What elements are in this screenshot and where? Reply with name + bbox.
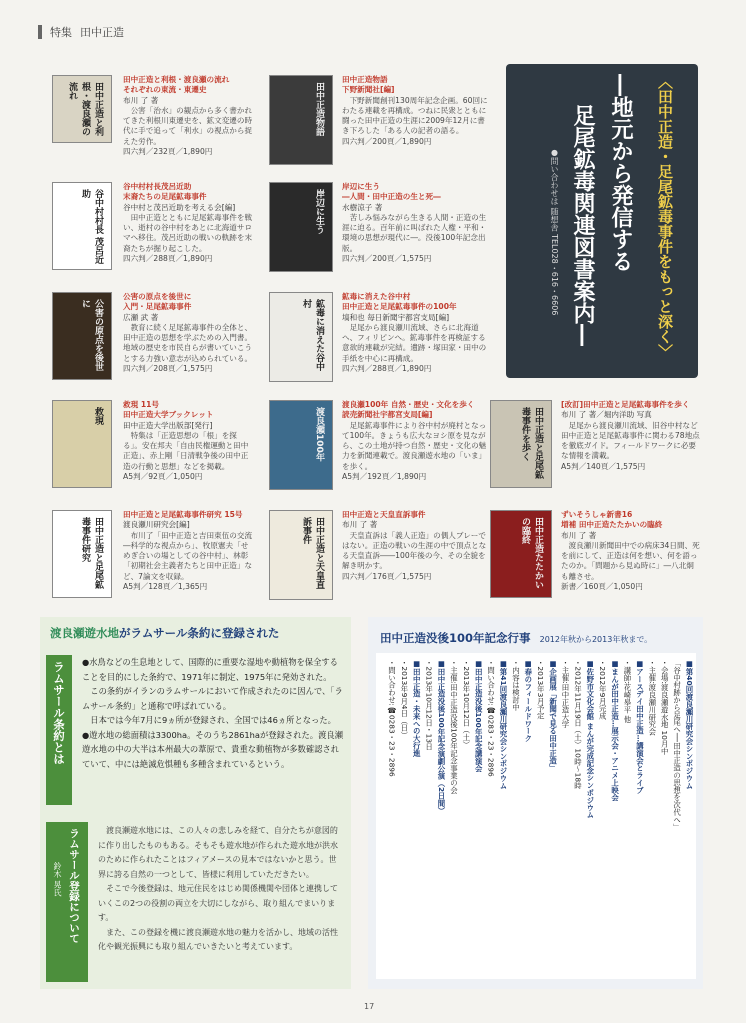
event-line: ■田中正造没後100年記念講演会 [474,659,484,773]
book-cover-title: 岸辺に生う [314,189,324,234]
banner-line2: ―地元から発信する [608,74,633,272]
book-cover [52,292,112,380]
book-author: 布川 了 著／堀内洋助 写真 [561,410,652,420]
book-entry [123,292,253,374]
book-entry [342,400,492,482]
book-desc: 田中正造とともに足尾鉱毒事件を戦い、逝村の谷中村をあとに北海道サロマへ移住。茂呂近助の戦いの軌跡を末裔たちが掘り起こした。 [123,212,253,253]
book-title: 渡良瀬100年 自然・歴史・文化を歩く [342,400,475,409]
book-title: 岸辺に生う [342,182,380,191]
book-title: 田中正造と天皇直訴事件 [342,510,426,519]
book-price: 四六判／288頁／1,890円 [123,254,213,264]
book-title: 田中正造物語 [342,75,388,84]
book-title: 谷中村村長茂呂近助 [123,182,192,191]
event-line: ・主催:田中正造没後100年記念事業の会 [449,659,459,794]
book-desc: 下野新聞創刊130周年記念企画。60回にわたる連載を再構成。つねに民衆とともに闘った田中正造の生涯に2009年12月に書き下ろした「ある人の記者の語る。 [342,95,488,136]
book-title: 公害の原点を後世に [123,292,192,301]
book-price: A5判／140頁／1,575円 [561,461,646,471]
book-desc: 足尾から渡良瀬川流域、さらに北海道へ、フィリピンへ。鉱毒事件を再検証する意欲的連載が完結。遺跡・塚田家・田中の手紙を中心に再構成。 [342,322,487,363]
book-subtitle: 下野新聞社[編] [342,85,395,95]
book-entry [123,510,253,592]
book-subtitle: 増補 田中正造たたかいの臨終 [561,520,663,530]
book-author: 布川 了 著 [342,520,378,530]
banner-contact: ●問い合わせは 随想舎 TEL028・616・6606 [550,148,559,316]
book-entry [342,292,492,374]
book-cover-title: 救現 [93,407,103,425]
event-line: ■春のフィールドワーク [523,659,533,742]
book-cover [490,400,552,488]
header-section: 特集 [50,26,72,39]
page-number: 17 [364,1002,375,1011]
event-line: ・問い合わせ:☎0283・23・2896 [387,659,397,777]
book-author: 谷中村と茂呂近助を考える会[編] [123,202,236,212]
book-cover [52,400,112,488]
book-entry [561,510,701,592]
banner-line1: 〈田中正造・足尾鉱毒事件をもっと深く〉 [656,74,674,359]
ramsar-heading-b: がラムサール条約に登録された [119,626,280,640]
book-cover-title: 鉱毒に消えた谷中村 [301,299,324,371]
ramsar-side-box [46,655,72,805]
event-line: 「谷中村跡から足尾へ──田中正造の思想を次代へ」 [672,659,682,831]
book-desc: 苦しみ悩みながら生きる人間・正造の生涯に迫る。百年前に叫ばれた人権・平和・環境の思想が現代に―。没後100年記念出版。 [342,212,487,253]
event-line: ・講師:花崎皋平 他 [623,659,632,724]
event-line: ・問い合わせ:☎0283・23・2896 [486,659,496,777]
book-desc: 教育に続く足尾鉱毒事件の全体と、田中正造の思想を学ぶための入門書。地域の歴史を市民自らが書いていこうとする力強い意志が込められている。 [123,322,253,363]
book-desc: 天皇直訴は「義人正造」の偶人ブレーではない。正造の戦いの生涯の中で頂点となる天皇直訴――100年後の今、その全貌を解き明かす。 [342,530,487,571]
event-line: ・主催:田中正造大学 [561,659,570,729]
book-subtitle: 田中正造と足尾鉱毒事件の100年 [342,302,457,312]
header-title: 田中正造 [80,26,124,39]
ramsar-heading [50,625,279,641]
book-entry [123,182,253,264]
book-entry [561,400,701,472]
book-cover-title: 田中正造物語 [314,82,324,136]
book-author: 塙和也 毎日新聞宇都宮支局[編] [342,312,450,322]
ramsar-p4: ●遊水地の総面積は3300ha。そのうち2861haが登録された。渡良瀬遊水地の中の大半は本州最大の葦原で、貴重な動植物が多数確認されていて、中には絶滅危惧種も多種含まれているという。 [82,729,343,769]
book-desc: 足尾鉱毒事件により谷中村が廃村となって100年。きょうも広大なヨシ原を見ながら、この土地が持つ自然・歴史・文化の魅力を新聞連載で。渡良瀬遊水地の「いま」を歩く。 [342,420,487,471]
book-price: 新書／160頁／1,050円 [561,582,643,592]
book-title: 田中正造と利根・渡良瀬の流れ [123,75,230,84]
book-price: A5判／92頁／1,050円 [123,472,203,482]
book-title: ずいそうしゃ新書16 [561,510,633,519]
book-cover [52,182,112,270]
book-title: 鉱毒に消えた谷中村 [342,292,411,301]
event-line: ・2013年10月12日・13日 [424,659,434,751]
book-desc: 公害「治水」の観点から多く書かれてきた利根川東遷史を、鉱文変遷の時代に手で追って「利水」の視点から捉えた労作。 [123,105,253,146]
book-cover-title: 田中正造と足尾鉱毒事件を歩く [520,407,543,479]
book-price: 四六判／200頁／1,575円 [342,254,432,264]
section-header [38,24,124,40]
book-subtitle: 田中正造大学ブックレット [123,410,214,420]
ramsar-p2: この条約がイランのラムサールにおいて作成されたのに因んで、「ラムサール条約」と通称で呼ばれている。 [82,686,343,711]
book-subtitle: 読売新聞社宇都宮支局[編] [342,410,433,420]
book-cover-title: 公害の原点を後世に [80,299,103,371]
event-line: ■佐野市文化会館 まんが完成記念シンポジウム [585,659,595,819]
ramsar-p5: 渡良瀬遊水地には、この人々の悲しみを経て、自分たちが意図的に作り出したものもある。そもそも遊水地が作られた遊水地が洪水のために作られたことはフィアメースの見本ではないかと思う。世界に誇る自然の一つとして、皆様に利用していただきたい。 [98,826,338,879]
event-line: ■アースデイ田中正造…講演会とライブ [635,659,645,794]
events-title-row [380,627,695,646]
book-author: 渡良瀬川研究会[編] [123,520,190,530]
ramsar-body2 [98,824,344,955]
guide-banner [506,64,698,378]
book-entry [342,510,492,582]
ramsar-side-label2: ラムサール登録について [68,828,80,944]
book-entry [342,182,492,264]
event-line: ・主催:渡良瀬川研究会 [647,659,657,736]
book-cover [269,182,333,272]
event-line: ■まんが田中正造…展示会・アニメ上映会 [610,659,620,802]
book-price: 四六判／232頁／1,890円 [123,147,213,157]
book-cover-title: 田中正造たたかいの臨終 [520,517,543,589]
book-cover [269,400,333,490]
book-price: 四六判／200頁／1,890円 [342,136,432,146]
book-desc: 渡良瀬川新聞田中での病床34日間、死を前にして、正造は何を想い、何を語ったのか。「問題から見ぬ時に」―八北炯も離させ。 [561,540,700,581]
book-desc: 特集は「正造思想の「根」を探る」。安在邦夫「自由民権運動と田中正造」、赤上剛「日清戦争後の田中正造の行動と思想」などを掲載。 [123,430,249,471]
book-subtitle: 入門・足尾鉱毒事件 [123,302,192,312]
event-line: ■田中正造没後100年記念演劇公演（2日間） [437,659,446,815]
book-price: 四六判／288頁／1,890円 [342,364,432,374]
ramsar-section [40,617,351,989]
header-bar [38,25,42,39]
book-price: A5判／128頁／1,365円 [123,582,208,592]
event-line: ■第40回渡良瀬川研究会シンポジウム [685,659,694,790]
event-line: ・2013年3月予定 [536,659,546,720]
book-title: 救現 11号 [123,400,159,409]
book-author: 水樹涼子 著 [342,202,383,212]
ramsar-side-label: ラムサール条約とは [52,661,66,765]
book-cover [52,510,112,598]
book-author: 布川 了 著 [561,530,597,540]
book-cover-title: 田中正造と足尾鉱毒事件研究 [80,517,103,589]
events-title: 田中正造没後100年記念行事 [380,631,531,645]
events-section [368,617,703,989]
book-author: 田中正造大学出版部[発行] [123,420,213,430]
events-columns [376,653,696,979]
book-price: 四六判／176頁／1,575円 [342,571,432,581]
book-cover [269,75,333,165]
book-cover [52,75,112,143]
book-title: 田中正造と足尾鉱毒事件研究 15号 [123,510,243,519]
book-subtitle: ―人間・田中正造の生と死― [342,192,441,202]
book-subtitle: 末裔たちの足尾鉱毒事件 [123,192,207,202]
ramsar-p7: また、この登録を機に渡良瀬遊水地の魅力を活かし、地域の活性化や観光振興にも取り組んでいきたいと考えています。 [98,927,338,951]
banner-line3: 足尾鉱毒関連図書案内― [570,104,595,346]
events-period: 2012年秋から2013年秋まで。 [539,635,653,644]
book-entry [123,400,253,482]
book-entry [123,75,253,157]
ramsar-heading-a: 渡良瀬遊水地 [50,626,119,640]
book-title: [改訂]田中正造と足尾鉱毒事件を歩く [561,400,690,409]
ramsar-p6: そこで今後登録は、地元住民をはじめ関係機関や団体と連携していくこの2つの役割の両立を大切にしながら、取り組んでまいります。 [98,884,338,922]
book-desc: 布川了「田中正造と吉田東伍の交流―科学的な視点から」、牧原憲夫「せめぎ合いの場としての谷中村」、林彰「初期社会主義者たちと田中正造」など、7論文を収録。 [123,530,253,581]
book-cover [269,510,333,600]
event-line: ■企画展「新聞で見る田中正造」 [548,659,558,772]
book-entry [342,75,492,147]
book-desc: 足尾から渡良瀬川流域、旧谷中村など田中正造と足尾鉱毒事件に関わる78地点を徹底ガイド。フィールドワークに必要な情報を満載。 [561,420,700,461]
event-line: ■第41回渡良瀬川研究会シンポジウム [499,659,508,790]
book-price: A5判／192頁／1,890円 [342,472,427,482]
event-line: ・2012年11月19日（土）10時〜18時 [573,659,583,790]
ramsar-p1: ●水鳥などの生息地として、国際的に重要な湿地や動植物を保全することを目的にした条約で、1971年に制定、1975年に発効された。 [82,657,338,682]
book-cover-title: 田中正造と天皇直訴事件 [301,517,324,589]
ramsar-body [82,655,344,771]
event-line: ・2012年9月完成 [598,659,608,720]
book-author: 広瀬 武 著 [123,312,159,322]
event-line: ■田中正造・未来への大行進 [412,659,422,757]
event-line: ・内容は検討中 [511,659,521,711]
ramsar-side-box2 [46,822,88,982]
ramsar-side-label3: 鈴木 晃氏 [53,862,62,897]
book-cover-title: 田中正造と利根・渡良瀬の流れ [67,82,103,136]
book-cover-title: 渡良瀬100年 [314,407,324,462]
book-price: 四六判／208頁／1,575円 [123,364,213,374]
book-cover [269,292,333,382]
book-cover-title: 谷中村村長 茂呂近助 [80,189,103,265]
event-line: ・会場:渡良瀬遊水地 10月中 [660,659,670,755]
event-line: ・2013年9月4日（日） [399,659,409,740]
event-line: ・2013年10月12日（土） [461,659,471,749]
book-cover [490,510,552,598]
book-author: 布川 了 著 [123,95,159,105]
book-subtitle: それぞれの東流・東遷史 [123,85,207,95]
ramsar-p3: 日本では今年7月に9ヵ所が登録され、全国では46ヵ所となった。 [90,715,336,725]
